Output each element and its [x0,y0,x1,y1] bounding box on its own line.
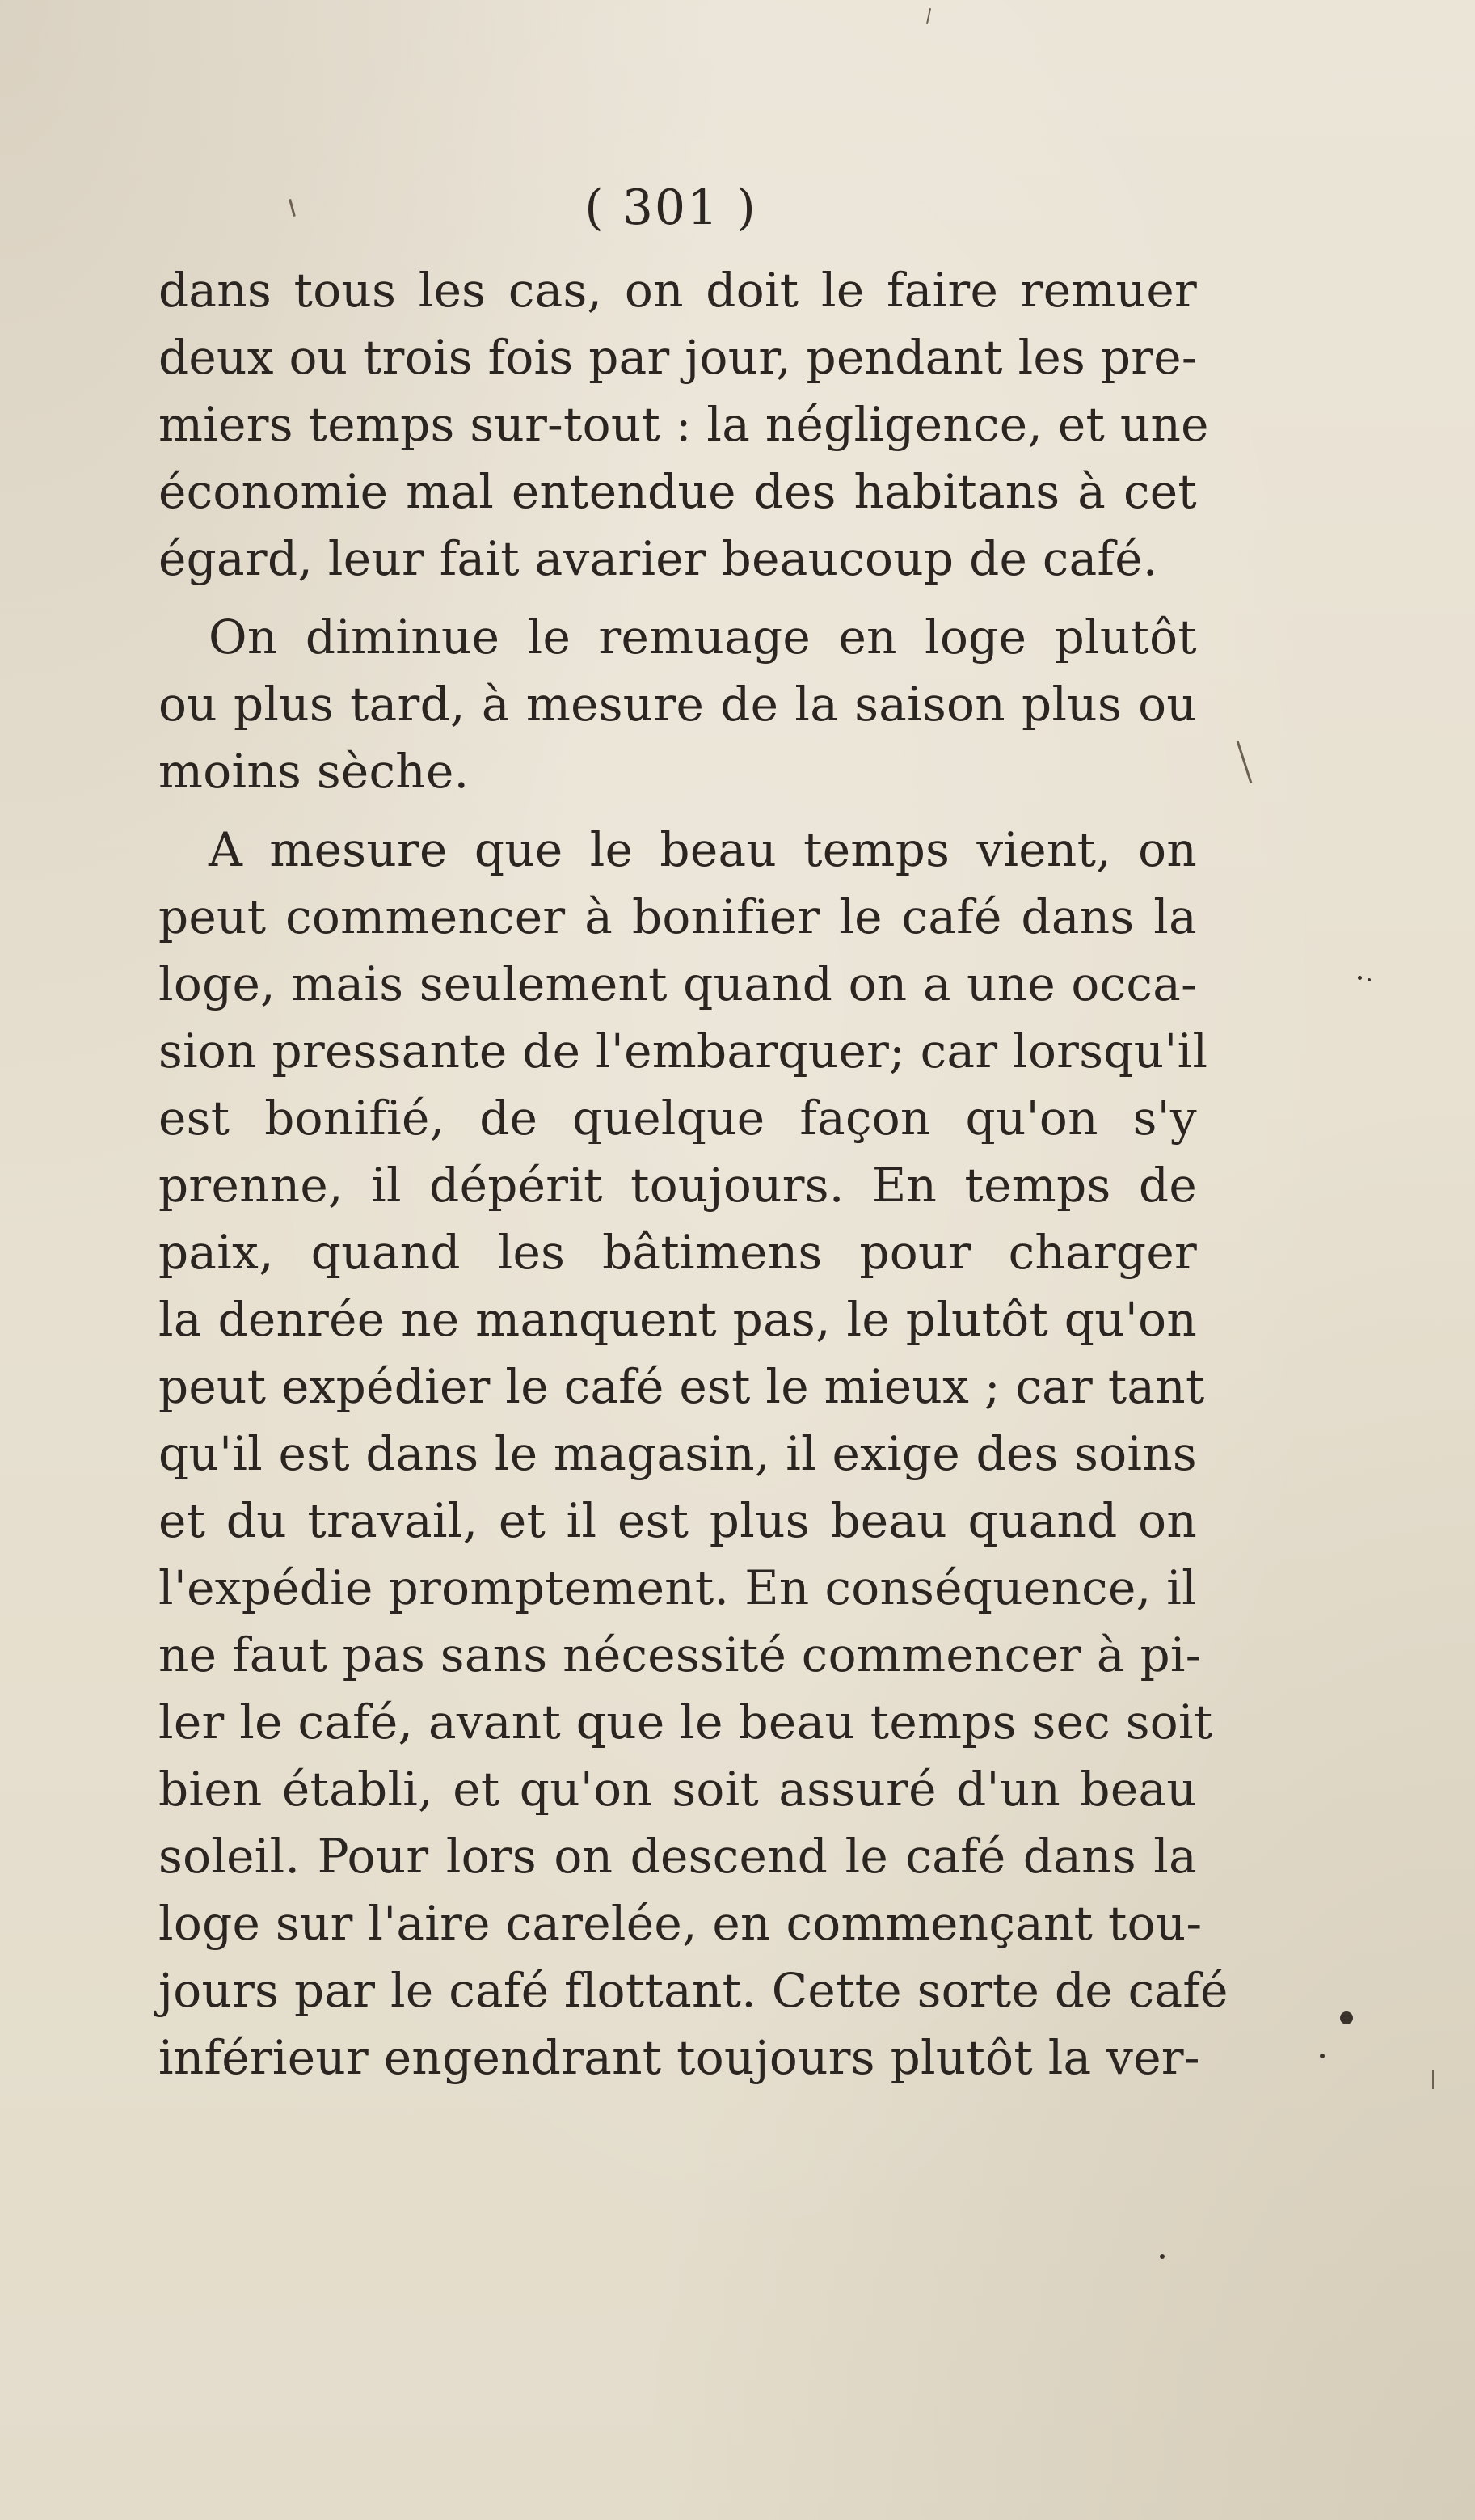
ink-speck [1160,2254,1165,2259]
text-line: loge sur l'aire carelée, en commençant tou- [158,1896,1203,1951]
text-line: peut commencer à bonifier le café dans la [158,889,1197,944]
text-line: dans tous les cas, on doit le faire remuer [158,263,1197,318]
text-line: paix, quand les bâtimens pour charger [158,1225,1197,1280]
paper-mark [926,8,931,24]
text-line: ou plus tard, à mesure de la saison plus ou [158,677,1197,732]
text-line: inférieur engendrant toujours plutôt la ver- [158,2030,1200,2085]
text-line: loge, mais seulement quand on a une occa- [158,956,1197,1011]
text-line: deux ou trois fois par jour, pendant les pre- [158,330,1198,385]
paragraph-2 [158,604,1197,805]
text-line: moins sèche. [158,744,470,799]
text-line: bien établi, et qu'on soit assuré d'un beau [158,1762,1197,1817]
text-line: jours par le café flottant. Cette sorte de café [158,1963,1228,2018]
text-line: miers temps sur-tout : la négligence, et une [158,397,1209,452]
text-line: ler le café, avant que le beau temps sec soit [158,1695,1213,1750]
text-line: est bonifié, de quelque façon qu'on s'y [158,1091,1197,1146]
paragraph-1 [158,257,1209,593]
text-line: ne faut pas sans nécessité commencer à pi- [158,1627,1202,1682]
text-line: soleil. Pour lors on descend le café dans la [158,1829,1197,1884]
text-line: A mesure que le beau temps vient, on [209,822,1197,877]
text-line: qu'il est dans le magasin, il exige des soins [158,1426,1197,1481]
text-line: économie mal entendue des habitans à cet [158,464,1197,519]
text-line: l'expédie promptement. En conséquence, il [158,1560,1197,1615]
ink-speck [1358,976,1362,980]
ink-speck [1368,978,1371,981]
text-line: prenne, il dépérit toujours. En temps de [158,1158,1197,1213]
text-line: sion pressante de l'embarquer; car lorsqu'il [158,1024,1208,1078]
paper-mark [1237,741,1253,783]
text-line: peut expédier le café est le mieux ; car tant [158,1359,1205,1414]
ink-speck [1340,2011,1353,2024]
paper-mark [289,199,296,217]
text-line: égard, leur fait avarier beaucoup de café. [158,531,1158,586]
text-line: et du travail, et il est plus beau quand on [158,1493,1197,1548]
paper-mark [1432,2070,1434,2089]
body-text [158,257,1228,2092]
paragraph-3 [158,817,1228,2092]
ink-speck [1320,2054,1325,2058]
page-number: ( 301 ) [584,179,757,236]
text-line: la denrée ne manquent pas, le plutôt qu'on [158,1292,1197,1347]
text-line: On diminue le remuage en loge plutôt [209,610,1197,665]
